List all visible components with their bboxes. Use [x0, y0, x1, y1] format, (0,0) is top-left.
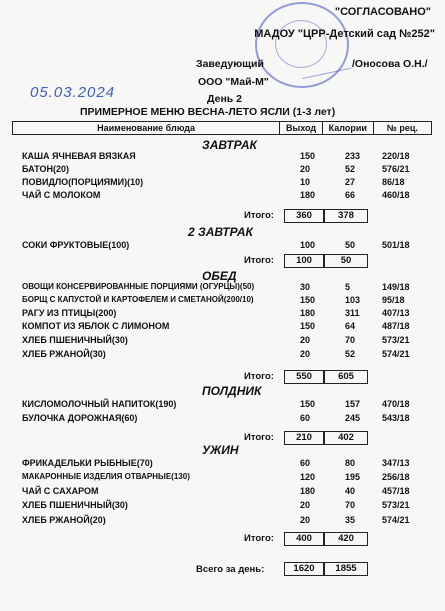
col-cal: Калории — [322, 122, 373, 135]
dish-yield: 20 — [300, 515, 311, 525]
meal-total-calories: 402 — [324, 431, 368, 445]
dish-calories: 311 — [345, 308, 360, 318]
dish-calories: 64 — [345, 321, 356, 331]
menu-item-row — [0, 472, 445, 484]
dish-calories: 103 — [345, 295, 361, 305]
dish-name: ОВОЩИ КОНСЕРВИРОВАННЫЕ ПОРЦИЯМИ (ОГУРЦЫ)(50) — [22, 282, 255, 291]
menu-item-row — [0, 177, 445, 189]
menu-item-row — [0, 240, 445, 252]
dish-yield: 60 — [300, 458, 311, 468]
menu-item-row — [0, 164, 445, 176]
dish-yield: 60 — [300, 413, 311, 423]
menu-item-row — [0, 413, 445, 425]
dish-calories: 35 — [345, 515, 356, 525]
dish-yield: 180 — [300, 486, 316, 496]
dish-calories: 245 — [345, 413, 361, 423]
menu-item-row — [0, 349, 445, 361]
meal-total-calories: 50 — [324, 254, 368, 268]
agreed-label: "СОГЛАСОВАНО" — [334, 6, 431, 18]
meal-total-calories: 605 — [324, 370, 368, 384]
dish-yield: 180 — [300, 308, 316, 318]
grand-total-label: Всего за день: — [196, 564, 265, 575]
meal-total-label: Итого: — [244, 371, 274, 382]
meal-total-label: Итого: — [244, 432, 274, 443]
dish-yield: 120 — [300, 472, 316, 482]
dish-recipe: 501/18 — [382, 240, 410, 250]
meal-title: ЗАВТРАК — [202, 138, 257, 152]
dish-recipe: 256/18 — [382, 472, 410, 482]
dish-calories: 66 — [345, 190, 356, 200]
dish-recipe: 460/18 — [382, 190, 410, 200]
dish-recipe: 407/13 — [382, 308, 410, 318]
menu-item-row — [0, 308, 445, 320]
meal-total-label: Итого: — [244, 533, 274, 544]
dish-calories: 27 — [345, 177, 356, 187]
meal-title: УЖИН — [202, 443, 239, 457]
col-name: Наименование блюда — [13, 122, 280, 135]
dish-recipe: 543/18 — [382, 413, 410, 423]
dish-name: КИСЛОМОЛОЧНЫЙ НАПИТОК(190) — [22, 399, 177, 409]
company-name: ООО "Май-М" — [198, 76, 269, 88]
dish-name: ХЛЕБ ПШЕНИЧНЫЙ(30) — [22, 500, 128, 510]
dish-yield: 150 — [300, 151, 316, 161]
dish-yield: 150 — [300, 295, 316, 305]
dish-name: КОМПОТ ИЗ ЯБЛОК С ЛИМОНОМ — [22, 321, 170, 331]
dish-yield: 100 — [300, 240, 316, 250]
dish-yield: 20 — [300, 349, 311, 359]
menu-item-row — [0, 151, 445, 163]
dish-calories: 52 — [345, 349, 356, 359]
meal-total-calories: 378 — [324, 209, 368, 223]
menu-item-row — [0, 282, 445, 294]
meal-total-yield: 210 — [284, 431, 324, 445]
dish-recipe: 573/21 — [382, 335, 410, 345]
dish-yield: 30 — [300, 282, 311, 292]
dish-name: ПОВИДЛО(ПОРЦИЯМИ)(10) — [22, 177, 144, 187]
column-header-table — [12, 121, 432, 135]
dish-name: СОКИ ФРУКТОВЫЕ(100) — [22, 240, 130, 250]
meal-title: ОБЕД — [202, 269, 237, 283]
dish-yield: 180 — [300, 190, 316, 200]
dish-name: ФРИКАДЕЛЬКИ РЫБНЫЕ(70) — [22, 458, 153, 468]
dish-name: КАША ЯЧНЕВАЯ ВЯЗКАЯ — [22, 151, 136, 161]
dish-recipe: 95/18 — [382, 295, 405, 305]
menu-item-row — [0, 335, 445, 347]
dish-yield: 20 — [300, 335, 311, 345]
org-name: МАДОУ "ЦРР-Детский сад №252" — [254, 28, 435, 40]
dish-recipe: 149/18 — [382, 282, 410, 292]
dish-recipe: 220/18 — [382, 151, 410, 161]
dish-calories: 70 — [345, 500, 356, 510]
meal-total-yield: 550 — [284, 370, 324, 384]
dish-calories: 52 — [345, 164, 356, 174]
dish-recipe: 573/21 — [382, 500, 410, 510]
dish-calories: 233 — [345, 151, 361, 161]
menu-item-row — [0, 458, 445, 470]
head-title: Заведующий — [196, 58, 264, 70]
grand-total-yield: 1620 — [284, 562, 324, 576]
dish-recipe: 86/18 — [382, 177, 405, 187]
menu-item-row — [0, 500, 445, 512]
dish-calories: 50 — [345, 240, 356, 250]
menu-item-row — [0, 321, 445, 333]
dish-yield: 20 — [300, 500, 311, 510]
dish-recipe: 470/18 — [382, 399, 410, 409]
dish-yield: 150 — [300, 399, 316, 409]
dish-recipe: 347/13 — [382, 458, 410, 468]
col-rec: № рец. — [373, 122, 431, 135]
meal-total-yield: 400 — [284, 532, 324, 546]
menu-item-row — [0, 295, 445, 307]
meal-total-yield: 360 — [284, 209, 324, 223]
dish-name: ХЛЕБ ПШЕНИЧНЫЙ(30) — [22, 335, 128, 345]
dish-name: МАКАРОННЫЕ ИЗДЕЛИЯ ОТВАРНЫЕ(130) — [22, 472, 190, 481]
dish-recipe: 574/21 — [382, 515, 410, 525]
menu-item-row — [0, 190, 445, 202]
dish-name: ЧАЙ С МОЛОКОМ — [22, 190, 101, 200]
dish-name: БОРЩ С КАПУСТОЙ И КАРТОФЕЛЕМ И СМЕТАНОЙ(200/10) — [22, 295, 254, 304]
dish-calories: 80 — [345, 458, 356, 468]
dish-calories: 157 — [345, 399, 361, 409]
menu-title: ПРИМЕРНОЕ МЕНЮ ВЕСНА-ЛЕТО ЯСЛИ (1-3 лет) — [80, 106, 336, 118]
meal-total-calories: 420 — [324, 532, 368, 546]
meal-title: ПОЛДНИК — [202, 384, 262, 398]
dish-calories: 5 — [345, 282, 351, 292]
dish-name: ЧАЙ С САХАРОМ — [22, 486, 99, 496]
menu-item-row — [0, 486, 445, 498]
dish-calories: 195 — [345, 472, 361, 482]
dish-calories: 40 — [345, 486, 356, 496]
dish-yield: 20 — [300, 164, 311, 174]
dish-name: БУЛОЧКА ДОРОЖНАЯ(60) — [22, 413, 138, 423]
dish-name: ХЛЕБ РЖАНОЙ(20) — [22, 515, 106, 525]
dish-calories: 70 — [345, 335, 356, 345]
day-label: День 2 — [207, 93, 243, 105]
handwritten-date: 05.03.2024 — [30, 84, 116, 101]
dish-name: БАТОН(20) — [22, 164, 69, 174]
meal-total-label: Итого: — [244, 210, 274, 221]
menu-item-row — [0, 515, 445, 527]
col-yield: Выход — [280, 122, 323, 135]
dish-name: РАГУ ИЗ ПТИЦЫ(200) — [22, 308, 117, 318]
dish-yield: 150 — [300, 321, 316, 331]
dish-recipe: 487/18 — [382, 321, 410, 331]
menu-item-row — [0, 399, 445, 411]
dish-name: ХЛЕБ РЖАНОЙ(30) — [22, 349, 106, 359]
meal-total-label: Итого: — [244, 255, 274, 266]
grand-total-cal: 1855 — [324, 562, 368, 576]
dish-recipe: 457/18 — [382, 486, 410, 496]
meal-title: 2 ЗАВТРАК — [188, 225, 253, 239]
dish-yield: 10 — [300, 177, 311, 187]
meal-total-yield: 100 — [284, 254, 324, 268]
dish-recipe: 574/21 — [382, 349, 410, 359]
head-name: /Оносова О.Н./ — [352, 58, 428, 70]
dish-recipe: 576/21 — [382, 164, 410, 174]
